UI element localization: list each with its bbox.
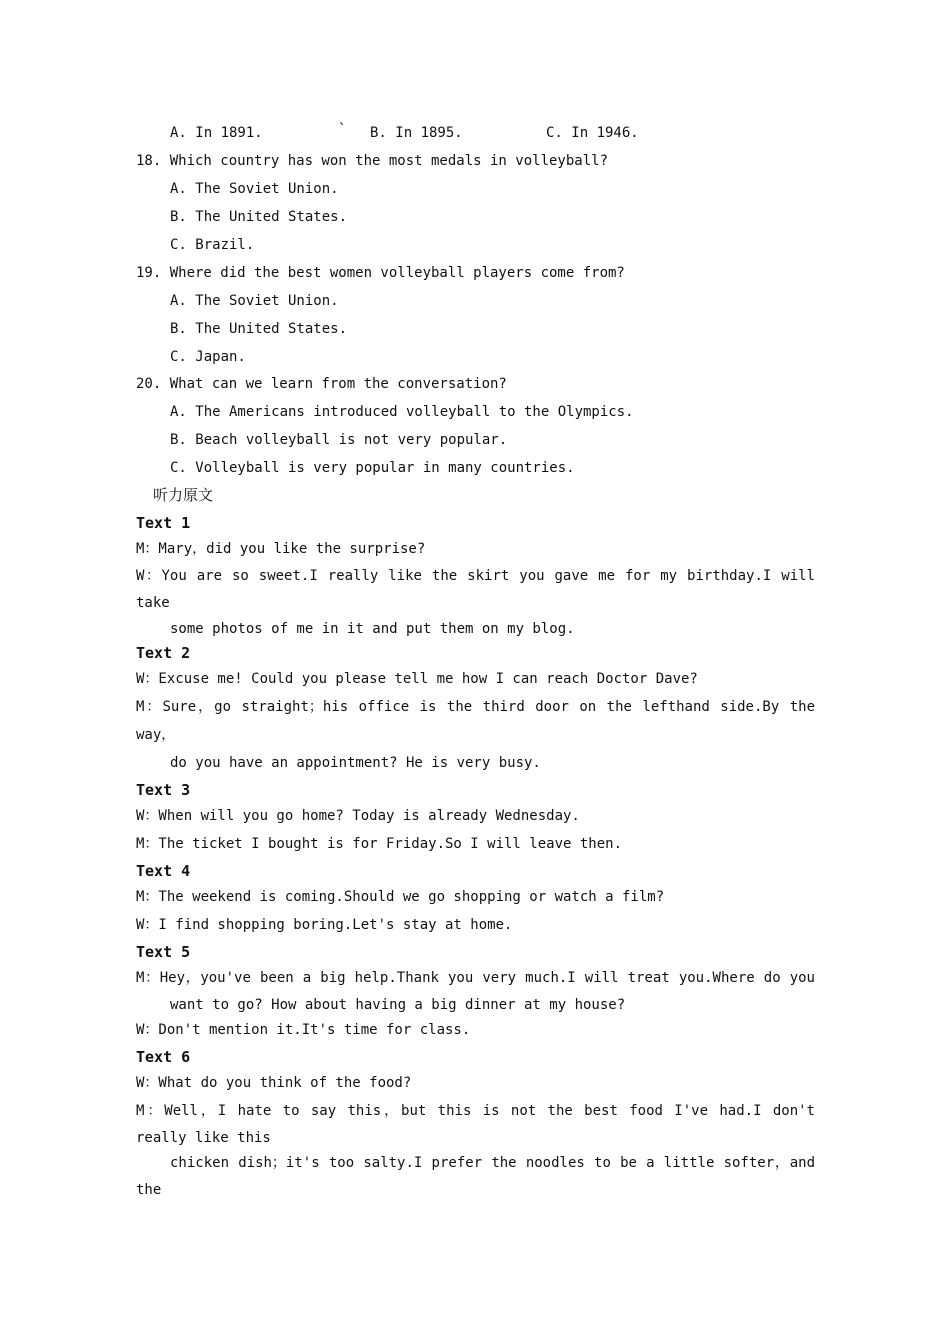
q18-option-c: C. Brazil.: [170, 237, 255, 253]
q20-stem: 20. What can we learn from the conversation?: [136, 376, 507, 392]
text-6-line: chicken dish；it's too salty.I prefer the noodles to be a little softer，and: [170, 1155, 815, 1171]
text-5-line: M：Hey，you've been a big help.Thank you very much.I will treat you.Where do you: [136, 970, 815, 986]
text-1-line: take: [136, 595, 170, 611]
q19-stem: 19. Where did the best women volleyball players come from?: [136, 265, 625, 281]
text-2-line: W：Excuse me! Could you please tell me how I can reach Doctor Dave?: [136, 671, 698, 687]
q18-option-a: A. The Soviet Union.: [170, 181, 339, 197]
q19-option-a: A. The Soviet Union.: [170, 293, 339, 309]
q18-stem: 18. Which country has won the most medals in volleyball?: [136, 153, 609, 169]
text-4-title: Text 4: [136, 862, 191, 880]
text-1-line: W：You are so sweet.I really like the skirt you gave me for my birthday.I will: [136, 568, 815, 584]
q20-option-c: C. Volleyball is very popular in many countries.: [170, 460, 575, 476]
text-2-title: Text 2: [136, 644, 191, 662]
text-2-line: way，: [136, 727, 176, 743]
text-5-title: Text 5: [136, 943, 191, 961]
text-5-line: W：Don't mention it.It's time for class.: [136, 1022, 471, 1038]
q19-option-b: B. The United States.: [170, 321, 348, 337]
text-3-line: M：The ticket I bought is for Friday.So I will leave then.: [136, 836, 623, 852]
q17-option-b: B. In 1895.: [370, 125, 463, 141]
q20-option-a: A. The Americans introduced volleyball to the Olympics.: [170, 404, 634, 420]
text-1-line: some photos of me in it and put them on my blog.: [170, 621, 575, 637]
text-4-line: W：I find shopping boring.Let's stay at home.: [136, 917, 513, 933]
text-3-line: W：When will you go home? Today is already Wednesday.: [136, 808, 580, 824]
q17-option-a: A. In 1891.: [170, 125, 263, 141]
text-6-line: W：What do you think of the food?: [136, 1075, 412, 1091]
text-6-line: the: [136, 1182, 162, 1198]
text-2-line: M：Sure，go straight；his office is the third door on the lefthand side.By the: [136, 699, 815, 715]
text-1-title: Text 1: [136, 514, 191, 532]
q19-option-c: C. Japan.: [170, 349, 246, 365]
q18-option-b: B. The United States.: [170, 209, 348, 225]
text-4-line: M：The weekend is coming.Should we go shopping or watch a film?: [136, 889, 665, 905]
text-3-title: Text 3: [136, 781, 191, 799]
text-5-line: want to go? How about having a big dinner at my house?: [170, 997, 626, 1013]
q17-option-c: C. In 1946.: [546, 125, 639, 141]
q17-stray-mark: `: [338, 122, 347, 138]
text-6-line: really like this: [136, 1130, 271, 1146]
text-6-line: M：Well，I hate to say this，but this is not the best food I've had.I don't: [136, 1103, 815, 1119]
text-2-line: do you have an appointment? He is very busy.: [170, 755, 541, 771]
transcript-heading: 听力原文: [153, 486, 214, 504]
text-6-title: Text 6: [136, 1048, 191, 1066]
q20-option-b: B. Beach volleyball is not very popular.: [170, 432, 508, 448]
text-1-line: M：Mary，did you like the surprise?: [136, 541, 426, 557]
